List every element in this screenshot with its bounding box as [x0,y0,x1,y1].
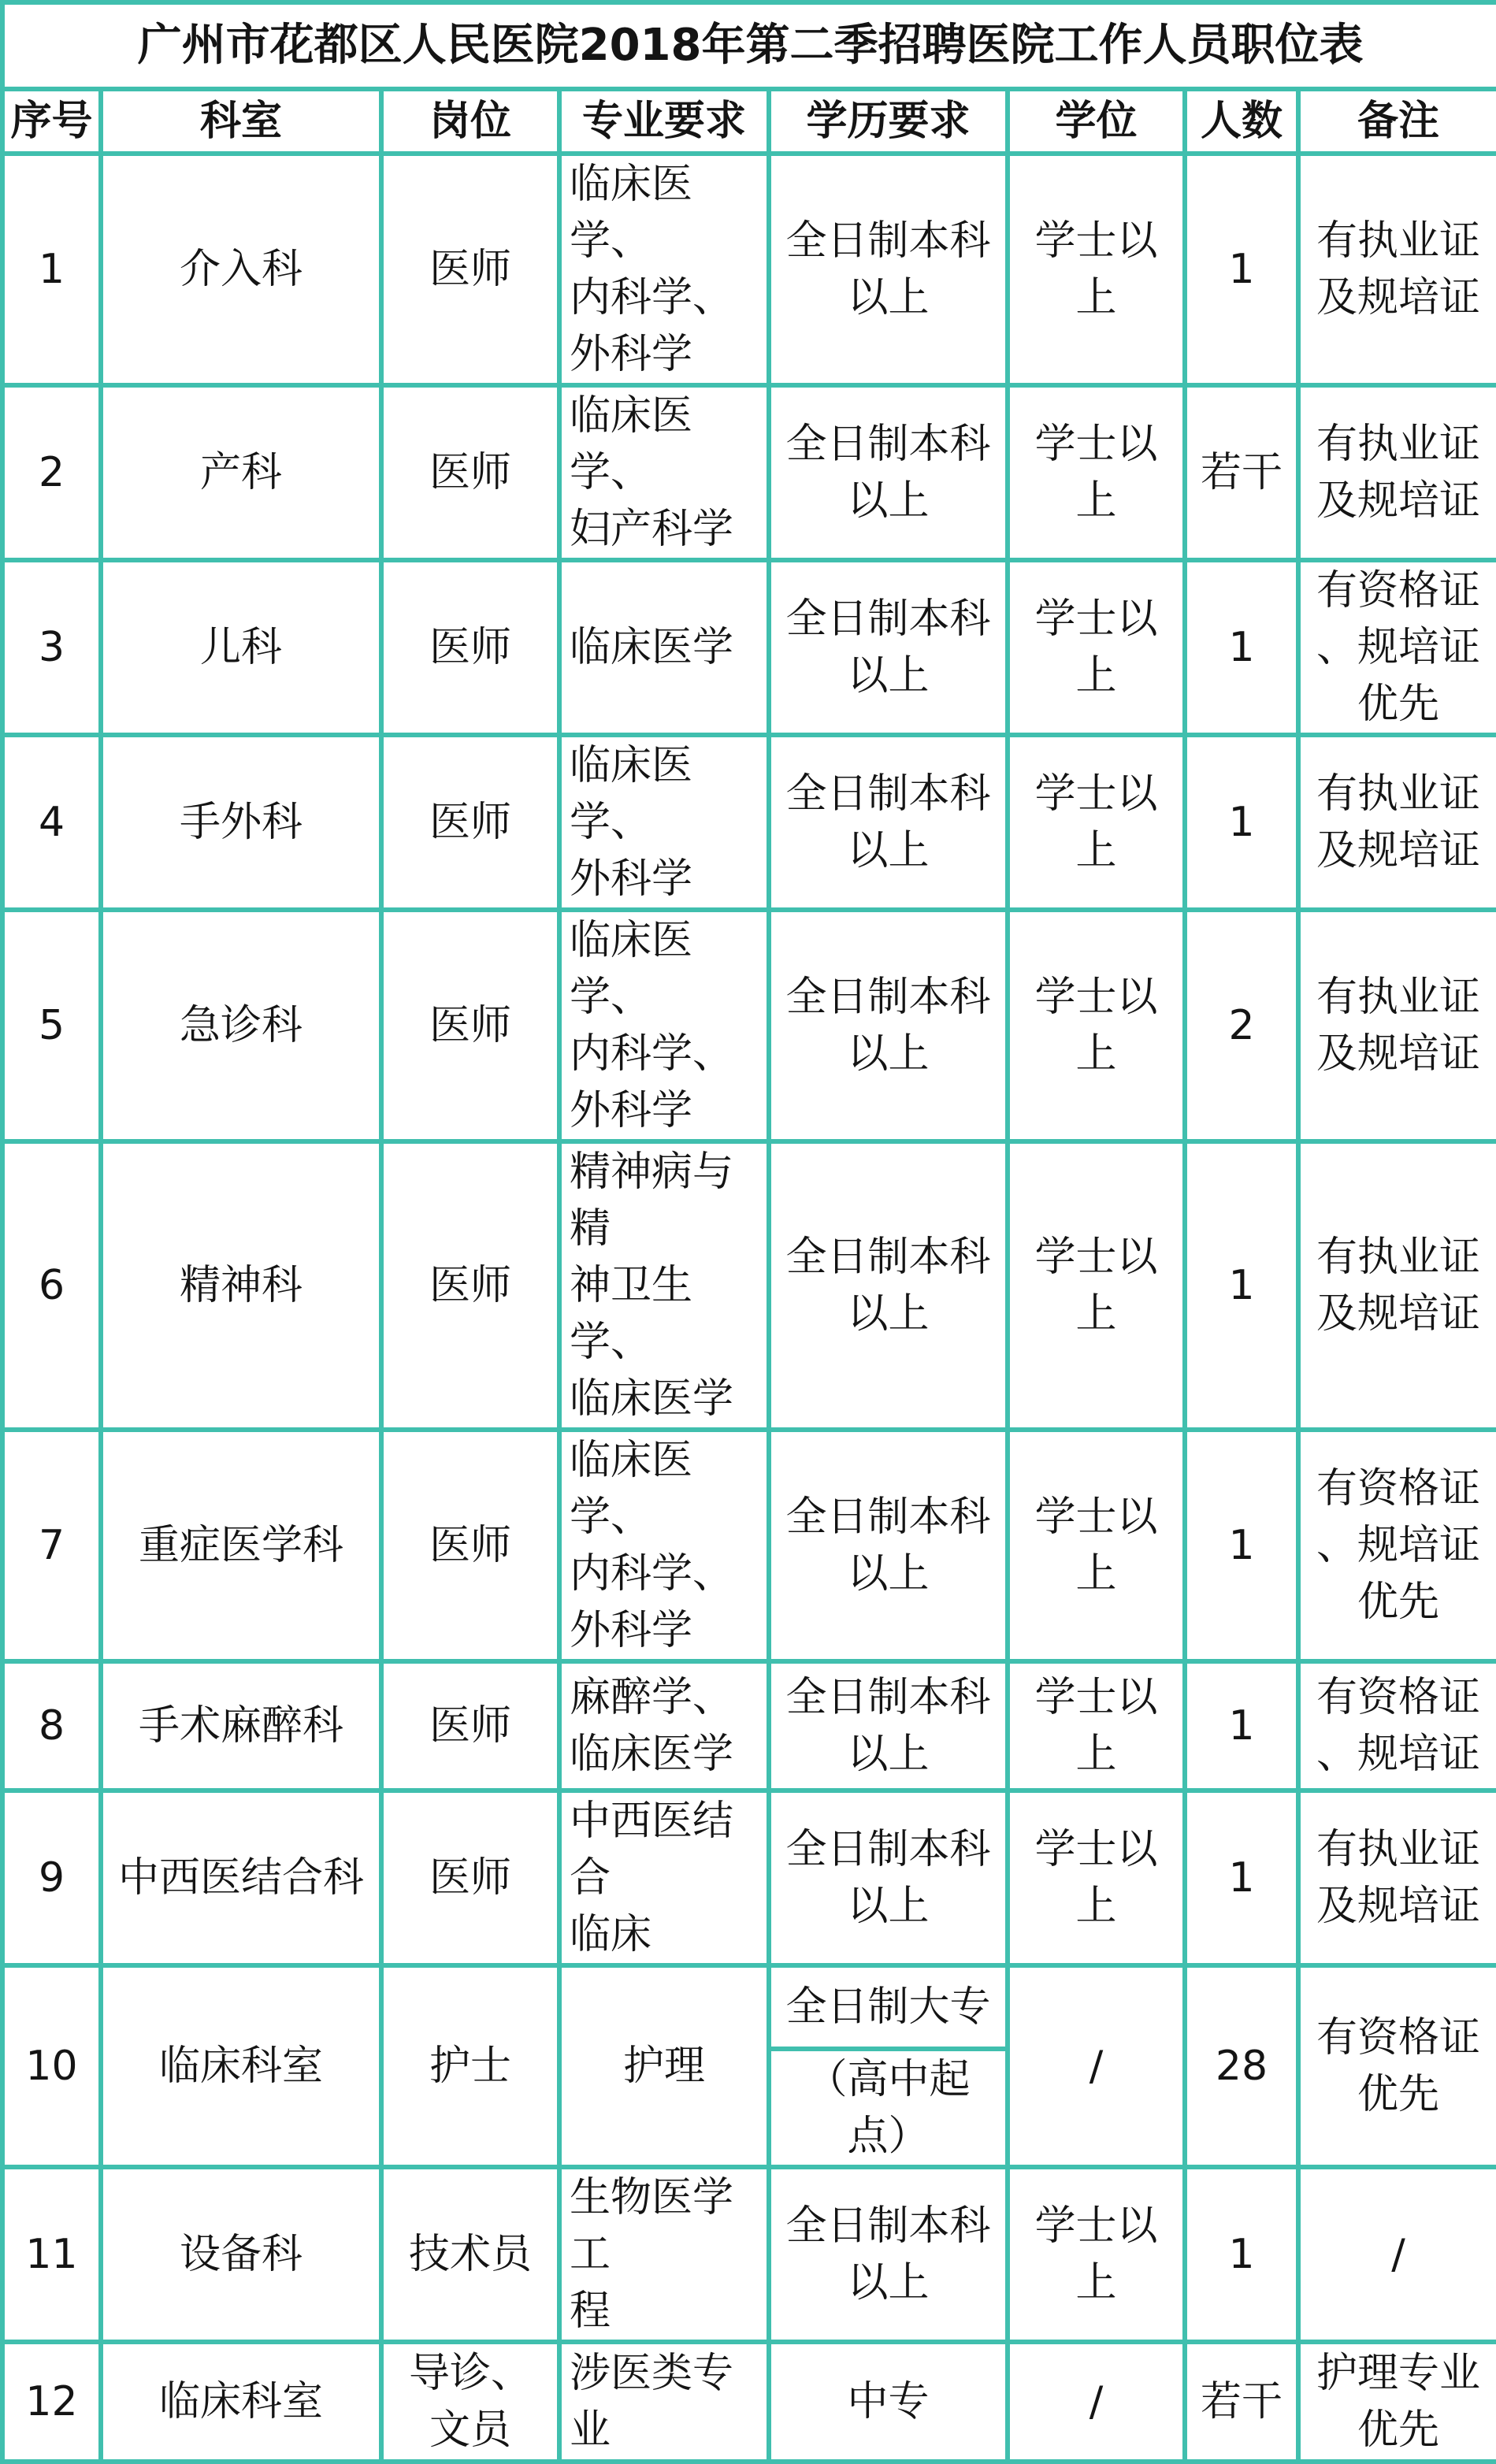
cell-no: 12 [2,2342,101,2462]
cell-education: 全日制本科 以上 [769,910,1008,1141]
cell-note: 有执业证 及规培证 [1298,910,1496,1141]
cell-post: 医师 [381,1661,559,1790]
cell-note: 有资格证 、规培证 优先 [1298,1430,1496,1661]
cell-post: 护士 [381,1965,559,2167]
cell-note: 有执业证 及规培证 [1298,1141,1496,1430]
cell-dept: 精神科 [101,1141,381,1430]
cell-no: 10 [2,1965,101,2167]
cell-no: 11 [2,2167,101,2342]
table-row [2,154,1496,385]
header-row [2,89,1496,154]
header-post: 岗位 [381,89,559,154]
header-no: 序号 [2,89,101,154]
cell-degree: 学士以上 [1008,1661,1185,1790]
cell-post: 医师 [381,560,559,735]
cell-degree: 学士以上 [1008,154,1185,385]
cell-dept: 急诊科 [101,910,381,1141]
cell-education-bottom: （高中起 点） [769,2049,1008,2167]
cell-no: 9 [2,1790,101,1965]
cell-education: 中专 [769,2342,1008,2462]
cell-major: 涉医类专业 [559,2342,769,2462]
table-row [2,1430,1496,1661]
cell-post: 医师 [381,154,559,385]
cell-degree: / [1008,1965,1185,2167]
cell-note: 有执业证 及规培证 [1298,154,1496,385]
cell-post: 导诊、 文员 [381,2342,559,2462]
cell-dept: 手术麻醉科 [101,1661,381,1790]
cell-no: 3 [2,560,101,735]
table-row [2,1141,1496,1430]
cell-post: 医师 [381,1141,559,1430]
cell-education: 全日制本科 以上 [769,154,1008,385]
header-degree: 学位 [1008,89,1185,154]
cell-count: 1 [1185,2167,1298,2342]
cell-education: 全日制本科 以上 [769,385,1008,560]
cell-major: 临床医学、 外科学 [559,735,769,910]
cell-count: 28 [1185,1965,1298,2167]
cell-degree: 学士以上 [1008,910,1185,1141]
table-row [2,735,1496,910]
cell-post: 医师 [381,910,559,1141]
cell-no: 2 [2,385,101,560]
cell-degree: 学士以上 [1008,1790,1185,1965]
cell-dept: 介入科 [101,154,381,385]
header-count: 人数 [1185,89,1298,154]
cell-major: 麻醉学、 临床医学 [559,1661,769,1790]
table-row [2,2342,1496,2462]
cell-note: / [1298,2167,1496,2342]
cell-no: 1 [2,154,101,385]
cell-no: 7 [2,1430,101,1661]
cell-count: 若干 [1185,2342,1298,2462]
cell-post: 医师 [381,385,559,560]
cell-count: 1 [1185,1430,1298,1661]
header-major: 专业要求 [559,89,769,154]
cell-major: 生物医学工 程 [559,2167,769,2342]
cell-count: 2 [1185,910,1298,1141]
cell-education: 全日制本科 以上 [769,735,1008,910]
cell-count: 1 [1185,560,1298,735]
cell-education: 全日制本科 以上 [769,560,1008,735]
cell-dept: 手外科 [101,735,381,910]
cell-count: 若干 [1185,385,1298,560]
cell-major: 临床医学、 内科学、 外科学 [559,1430,769,1661]
cell-major: 临床医学、 内科学、 外科学 [559,910,769,1141]
cell-education: 全日制本科 以上 [769,1141,1008,1430]
cell-no: 5 [2,910,101,1141]
cell-degree: 学士以上 [1008,735,1185,910]
cell-education: 全日制本科 以上 [769,2167,1008,2342]
cell-post: 医师 [381,1790,559,1965]
cell-post: 医师 [381,735,559,910]
table-row [2,1661,1496,1790]
cell-dept: 设备科 [101,2167,381,2342]
header-education: 学历要求 [769,89,1008,154]
cell-note: 有执业证 及规培证 [1298,385,1496,560]
cell-no: 4 [2,735,101,910]
cell-degree: / [1008,2342,1185,2462]
cell-major: 临床医学、 内科学、 外科学 [559,154,769,385]
cell-degree: 学士以上 [1008,2167,1185,2342]
cell-dept: 临床科室 [101,1965,381,2167]
cell-degree: 学士以上 [1008,1430,1185,1661]
table-row [2,910,1496,1141]
table-row [2,1790,1496,1965]
cell-dept: 儿科 [101,560,381,735]
cell-dept: 临床科室 [101,2342,381,2462]
cell-no: 6 [2,1141,101,1430]
cell-count: 1 [1185,1790,1298,1965]
cell-degree: 学士以上 [1008,560,1185,735]
cell-education: 全日制本科 以上 [769,1430,1008,1661]
cell-post: 医师 [381,1430,559,1661]
cell-education: 全日制本科 以上 [769,1661,1008,1790]
title-row [2,2,1496,89]
cell-count: 1 [1185,1661,1298,1790]
cell-note: 有资格证 优先 [1298,1965,1496,2167]
cell-major: 临床医学、 妇产科学 [559,385,769,560]
table-row [2,1965,1496,2049]
cell-note: 有执业证 及规培证 [1298,1790,1496,1965]
table-row [2,560,1496,735]
cell-note: 有资格证 、规培证 [1298,1661,1496,1790]
cell-major: 精神病与精 神卫生学、 临床医学 [559,1141,769,1430]
cell-note: 有资格证 、规培证 优先 [1298,560,1496,735]
cell-education-top: 全日制大专 [769,1965,1008,2049]
cell-major: 临床医学 [559,560,769,735]
cell-note: 护理专业 优先 [1298,2342,1496,2462]
table-row [2,385,1496,560]
header-note: 备注 [1298,89,1496,154]
cell-no: 8 [2,1661,101,1790]
cell-education: 全日制本科 以上 [769,1790,1008,1965]
cell-dept: 中西医结合科 [101,1790,381,1965]
cell-dept: 产科 [101,385,381,560]
cell-note: 有执业证 及规培证 [1298,735,1496,910]
cell-count: 1 [1185,154,1298,385]
cell-major: 中西医结合 临床 [559,1790,769,1965]
cell-count: 1 [1185,1141,1298,1430]
cell-major: 护理 [559,1965,769,2167]
cell-degree: 学士以上 [1008,385,1185,560]
cell-post: 技术员 [381,2167,559,2342]
header-dept: 科室 [101,89,381,154]
cell-degree: 学士以上 [1008,1141,1185,1430]
cell-dept: 重症医学科 [101,1430,381,1661]
table-row [2,2167,1496,2342]
cell-count: 1 [1185,735,1298,910]
table-title: 广州市花都区人民医院2018年第二季招聘医院工作人员职位表 [2,2,1496,89]
